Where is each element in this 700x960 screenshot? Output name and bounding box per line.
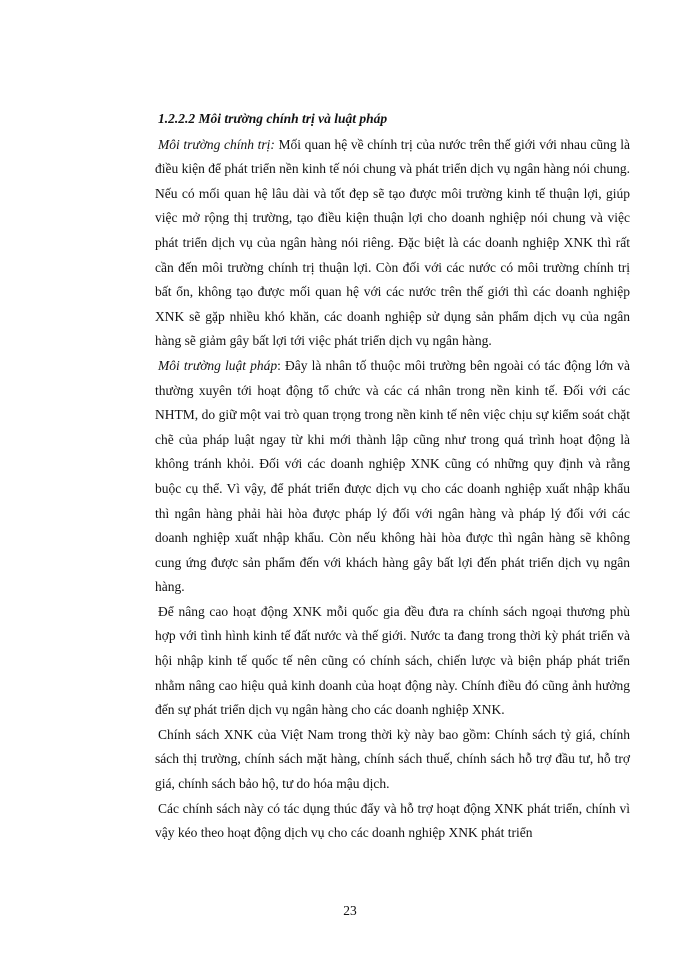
paragraph-policy-effects: Các chính sách này có tác dụng thúc đẩy và hỗ trợ hoạt động XNK phát triển, chính vì vậy kéo theo hoạt động dịch vụ cho các doanh nghiệp XNK phát triển <box>155 800 630 841</box>
paragraph-trade-policy: Để nâng cao hoạt động XNK mỗi quốc gia đều đưa ra chính sách ngoại thương phù hợp với tình hình kinh tế đất nước và thế giới. Nước ta đang trong thời kỳ phát triển và hội nhập kinh tế quốc tế nên cũng có chính sách, chiến lược và biện pháp phát triển nhằm nâng cao hiệu quả kinh doanh của hoạt động này. Chính điều đó cũng ảnh hưởng đến sự phát triển dịch vụ ngân hàng cho các doanh nghiệp XNK. <box>155 603 630 718</box>
page-body <box>155 107 630 846</box>
paragraph-xnk-policies: Chính sách XNK của Việt Nam trong thời kỳ này bao gồm: Chính sách tỷ giá, chính sách thị trường, chính sách mặt hàng, chính sách thuế, chính sách hỗ trợ đầu tư, hỗ trợ giá, chính sách bảo hộ, tư do hóa mậu dịch. <box>155 726 630 792</box>
paragraph-legal-environment <box>155 354 630 600</box>
paragraph-political-environment <box>155 133 630 354</box>
page-number: 23 <box>343 903 357 918</box>
paragraph-lead-term: Môi trường luật pháp <box>158 357 278 373</box>
section-heading: 1.2.2.2 Môi trường chính trị và luật pháp <box>158 111 388 126</box>
paragraph-text: Mối quan hệ về chính trị của nước trên thế giới với nhau cũng là điều kiện để phát triển nền kinh tế nói chung và phát triển dịch vụ ngân hàng nói chung. Nếu có mối quan hệ lâu dài và tốt đẹp sẽ tạo được môi trường kinh tế thuận lợi, giúp việc mở rộng thị trường, tạo điều kiện thuận lợi cho doanh nghiệp nói chung và việc phát triển dịch vụ của ngân hàng nói riêng. Đặc biệt là các doanh nghiệp XNK thì rất cần đến môi trường chính trị thuận lợi. Còn đối với các nước có môi trường chính trị bất ổn, không tạo được mối quan hệ với các nước trên thế giới thì các doanh nghiệp XNK sẽ gặp nhiều khó khăn, các doanh nghiệp sử dụng sản phẩm dịch vụ của ngân hàng sẽ giảm gây bất lợi tới việc phát triển dịch vụ ngân hàng. <box>155 136 631 349</box>
paragraph-text: : Đây là nhân tố thuộc môi trường bên ngoài có tác động lớn và thường xuyên tới hoạt động tổ chức và các cá nhân trong nền kinh tế. Đối với các NHTM, do giữ một vai trò quan trọng trong nền kinh tế nên việc chịu sự kiểm soát chặt chẽ của pháp luật ngay từ khi mới thành lập cũng như trong quá trình hoạt động là không tránh khỏi. Đối với các doanh nghiệp XNK cũng có những quy định và rằng buộc cụ thể. Vì vậy, để phát triển được dịch vụ cho các doanh nghiệp xuất nhập khẩu thì ngân hàng phải hài hòa được pháp lý đối với ngân hàng và pháp lý đối với các doanh nghiệp xuất nhập khẩu. Còn nếu không hài hòa được thì ngân hàng sẽ không cung ứng được sản phẩm đến với khách hàng gây bất lợi đến phát triển dịch vụ ngân hàng. <box>155 357 630 595</box>
paragraph-lead-term: Môi trường chính trị: <box>158 136 275 152</box>
